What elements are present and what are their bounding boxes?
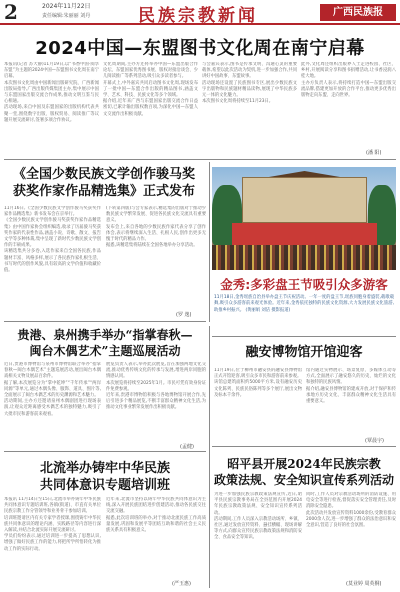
zhaoping-paragraph: 为进一步加强民族宗教政策法规宣传,近日,昭平县民族宗教事务局在全县范围内开展2024年民族宗教政策法规、安全知识宣传系列活动。: [214, 492, 302, 516]
guigang-paragraph: 本次展览将持续至2025年1月。市民可凭有效身份证件免费参观。: [106, 380, 206, 392]
award-paragraph: 《全国少数民族文学创作骏马奖获奖作家作品精选集》由中国作家协会组织编选,收录了历届骏马奖获奖作家的代表性作品,涵盖小说、诗歌、散文、报告文学等多种体裁,集中呈现了新时代少数民族文学创作的丰硕成果。: [4, 218, 101, 249]
award-paragraph: (下转第四版)与会专家表示,精选集的出版对于推动少数民族文学繁荣发展、促进各民族文化交流具有重要意义。: [106, 206, 206, 224]
lead-credit: (潘 阳): [366, 150, 382, 156]
photo-title: 金秀:多彩盘王节吸引众多游客: [220, 277, 388, 292]
lead-paragraph: 与会嘉宾表示,图书是传承文明、沟通心灵的重要载体,希望以此次活动为契机,进一步加强合作,共同讲好中国故事、东盟故事。: [202, 62, 297, 80]
headline-line: 获奖作家作品精选集》正式发布: [12, 184, 195, 199]
zhaoping-headline: [212, 456, 396, 488]
award-column-2: [106, 206, 206, 310]
museum-paragraph: 据介绍,融安县博物馆的建成开放,对于保护和传承地方历史文化、丰富群众精神文化生活具有重要意义。: [306, 386, 396, 405]
guigang-headline: [4, 327, 206, 359]
section-title: 民族宗教新闻: [138, 6, 258, 26]
caption-text: 11月18日,金秀瑶族自治县举办盘王节庆祝活动。一年一度的盘王节,瑶族同胞身着盛装,载歌载舞,吸引众多游客前来观光体验。近年来,金秀依托独特的民族文化资源,大力发展民族文化旅游,助推乡村振兴。: [214, 295, 394, 313]
award-headline: [4, 166, 204, 200]
guigang-paragraph: 活动期间,主办方还邀请泉州木偶剧团进行现场表演,让观众近距离感受木偶艺术的独特魅力,吸引了大批市民和游客前来观看。: [4, 399, 101, 417]
lead-paragraph: 据介绍,近年来广西与东盟国家出版交流合作日益密切,已累计输出版权数百项,为深化中国—东盟人文交流作出积极贡献。: [103, 99, 198, 117]
guigang-paragraph: 近日,贵港市博物馆与泉州市博物馆联合举办“指掌春秋—闽台木偶艺术”主题巡展活动,展出闽台木偶戏相关文物及展品百余件。: [4, 362, 101, 380]
award-credit: (罗 逸): [176, 312, 192, 318]
zhaoping-paragraph: 活动期间,工作人员深入宗教活动场所、乡镇、社区,通过发放宣传资料、悬挂横幅、现场讲解等方式,向群众宣传民族宗教政策法规和消防安全、食品安全等知识。: [214, 516, 302, 541]
museum-credit: (覃晨宇): [365, 438, 384, 444]
masthead: [0, 0, 400, 25]
lead-paragraph: 此外,文化周还组织出版界人士走进校园、社区、乡村,开展阅读分享和图书捐赠活动,让书香浸润八桂大地。: [301, 62, 396, 80]
headline-line: 昭平县开展2024年民族宗教: [227, 457, 381, 471]
lead-paragraph: 本次图书文化周将持续至11月23日。: [202, 99, 274, 105]
lead-column-3: [202, 62, 297, 155]
training-paragraph: 据悉,此次培训班的举办,对于推动北流民族工作高质量发展,巩固和发展平等团结互助和谐的社会主义民族关系具有积极意义。: [106, 515, 206, 534]
column-divider: [209, 326, 210, 588]
museum-column-1: [214, 368, 302, 436]
museum-column-2: [306, 368, 396, 436]
section-divider: [212, 336, 396, 337]
training-paragraph: 培训班邀请区内有关专家学者授课,围绕铸牢中华民族共同体意识的理论内涵、实践路径等内容进行深入解读,并结合北流实际开展交流研讨。: [4, 515, 101, 534]
zhaoping-column-2: [306, 492, 396, 578]
zhaoping-paragraph: 此次活动共发放宣传资料1000余份,受教育群众2000余人次,进一步增强了群众的法治意识和安全意识,营造了良好的社会氛围。: [306, 510, 396, 529]
lead-paragraph: 开幕式上,中外嘉宾共同启动图书文化周,现场发布了一批中国—东盟合作出版的精品图书,涵盖文学、艺术、科技、民族文化等多个领域。: [103, 80, 198, 99]
museum-paragraph: 馆内通过实物展示、场景复原、多媒体互动等方式,全面展示了融安悠久的历史、灿烂的文化和独特的民族风情。: [306, 368, 396, 386]
headline-line: 闽台木偶艺术”主题巡展活动: [29, 344, 181, 358]
column-divider: [209, 162, 210, 322]
museum-headline: 融安博物馆开馆迎客: [245, 345, 363, 360]
lead-headline: 2024中国—东盟图书文化周在南宁启幕: [35, 38, 365, 59]
festival-stage: [232, 223, 377, 245]
temple-building: [242, 177, 367, 223]
guigang-column-2: [106, 362, 206, 442]
lead-column-1: [4, 62, 99, 155]
guigang-credit: (孟健): [180, 444, 194, 450]
lead-column-4: [301, 62, 396, 148]
photo-credit: (黄丽娟 刘洁 摄影报道): [245, 307, 291, 313]
lead-paragraph: 主办方负责人表示,将持续打造中国—东盟出版交流品牌,搭建更加开放的合作平台,推动更多优秀出版物走向东盟、走向世界。: [301, 80, 396, 99]
issue-date: 2024年11月22日: [42, 3, 91, 10]
museum-paragraph: 11月19日,位于柳州市融安县的融安县博物馆正式开馆迎客,吸引众多市民和游客前来参观。: [214, 368, 302, 380]
training-headline: [4, 460, 206, 494]
section-divider: [4, 159, 396, 160]
zhaoping-column-1: [214, 492, 302, 586]
photo-caption: [214, 295, 394, 314]
award-column-1: [4, 206, 101, 310]
section-divider: [4, 321, 206, 322]
guigang-paragraph: 近年来,贵港市博物馆积极与各地博物馆开展合作,先后引进多个精品展览,不断丰富群众精神文化生活,为推动文化事业繁荣发展作出积极贡献。: [106, 393, 206, 411]
section-divider: [4, 451, 206, 452]
training-column-1: [4, 497, 101, 589]
zhaoping-paragraph: 同时,工作人员对宗教活动场所的消防设施、用电安全等进行检查,督促落实安全管理责任,及时消除安全隐患。: [306, 492, 396, 510]
zhaoping-credit: (莫业婷 周英桐): [346, 581, 382, 587]
award-paragraph: 据悉,该精选集将陆续在全国各地举办分享活动。: [106, 243, 198, 249]
festival-photo: [212, 167, 396, 270]
headline-line: 共同体意识专题培训班: [39, 478, 170, 493]
headline-line: 北流举办铸牢中华民族: [39, 461, 170, 476]
lead-paragraph: 活动现场还设置了民族图书专区,展出少数民族文字出版物和民族题材精品读物,展现了中华民族多元一体的文化魅力。: [202, 80, 297, 99]
lead-paragraph: 文化周期间,主办方还将举办中国—东盟出版合作论坛、东盟国家优秀图书展、版权对接洽谈会、少儿阅读推广等系列活动,吸引众多读者参与。: [103, 62, 198, 80]
training-paragraph: 本报讯 11月14日至15日,北流市举办铸牢中华民族共同体意识专题培训班,各镇(街道)、市直有关单位民族宗教工作分管领导和业务骨干参加培训。: [4, 497, 101, 515]
guigang-paragraph: 据了解,本次展览分为“掌中乾坤”“千年传承”“两岸同源”等单元,通过木偶头像、服饰、道具、图片等,全面展示了闽台木偶艺术的历史渊源和艺术魅力。: [4, 380, 101, 399]
lead-column-2: [103, 62, 198, 155]
training-credit: (严玉惠): [172, 581, 191, 587]
guigang-column-1: [4, 362, 101, 444]
award-paragraph: 该精选集共分多卷,入选作家来自全国各民族,作品题材丰富、风格多样,展示了各民族作家扎根生活、书写时代的创作风貌,具有较高的文学价值和收藏价值。: [4, 249, 101, 274]
headline-line: 《全国少数民族文学创作骏马奖: [12, 167, 195, 182]
museum-paragraph: 该馆总建筑面积约5000平方米,设有融安历史文化陈列、民族民俗陈列等多个展厅,展出文物及标本千余件。: [214, 380, 302, 398]
section-divider: [212, 446, 396, 447]
guigang-paragraph: 展览负责人表示,举办此次展览,旨在加强两地文化交流,推动优秀传统文化的传承与发展,增进两岸同胞的情感认同。: [106, 362, 206, 380]
training-column-2: [106, 497, 206, 579]
training-paragraph: 近年来,北流市坚持以铸牢中华民族共同体意识为主线,深入开展民族团结进步创建活动,推动各民族交往交流交融。: [106, 497, 206, 515]
training-paragraph: 学员们纷纷表示,通过培训进一步提高了思想认识,增强了做好民族工作的能力,将把所学所悟转化为推动工作的实际行动。: [4, 534, 101, 552]
lead-paragraph: 本报讯(记者 苏大静)11月19日,以“书香中国·阅享东盟”为主题的2024中国—东盟图书文化周在南宁启幕。: [4, 62, 99, 80]
festival-crowd: [212, 245, 396, 270]
headline-line: 贵港、泉州携手举办“指掌春秋—: [17, 328, 193, 342]
award-paragraph: 11月16日,《全国少数民族文学创作骏马奖获奖作家作品精选集》新书发布会在京举行。: [4, 206, 101, 218]
lead-paragraph: 活动现场,来自中国及东盟国家的出版机构代表共聚一堂,围绕数字出版、版权贸易、阅读推广等议题开展交流研讨,签署多项合作协议。: [4, 105, 99, 123]
award-paragraph: 发布会上,来自各地的少数民族作家代表分享了创作体会,表示将继续深入生活、扎根人民,创作出更多无愧于时代的精品力作。: [106, 224, 206, 243]
page-number: 2: [4, 0, 18, 24]
headline-line: 政策法规、安全知识宣传系列活动: [213, 473, 394, 487]
newspaper-name-badge: 广西民族报: [320, 4, 396, 21]
editor-line: 责任编辑:朱丽丽 刘丹: [42, 13, 91, 19]
lead-paragraph: 本次图书文化周由中国新闻出版研究院、广西新闻出版局指导,广西出版传媒集团主办,集中展示中国与东盟国家出版交流合作成果,推动文明互鉴与民心相通。: [4, 80, 99, 105]
